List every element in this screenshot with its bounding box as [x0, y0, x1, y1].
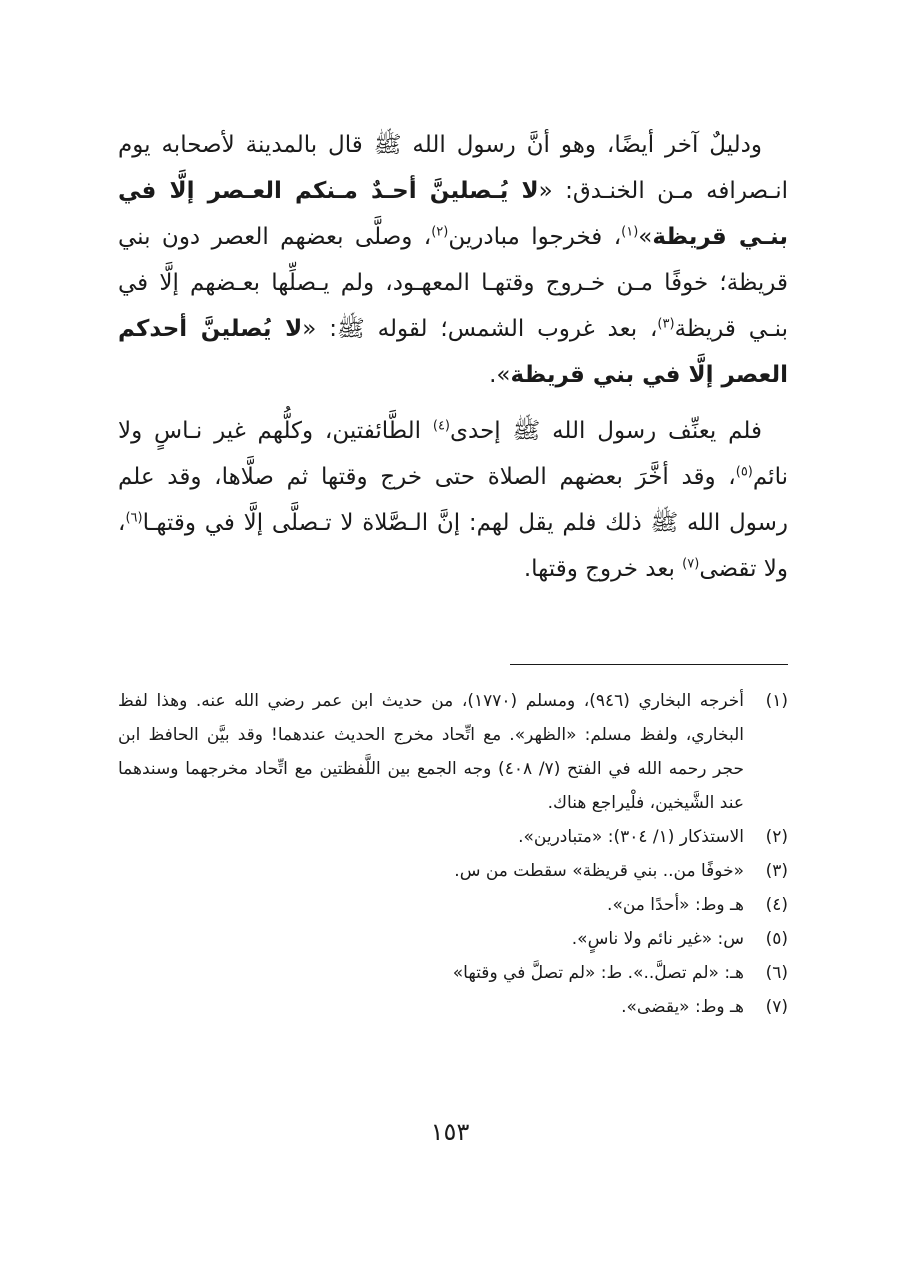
footnote-number: (٧) [765, 997, 788, 1017]
hadith-quote-1: لا يُـصلينَّ أحـدٌ مـنكم العـصر إلَّا في بنـي قريظة [118, 178, 788, 250]
footnote-item [118, 956, 788, 990]
footnote-item [118, 854, 788, 888]
p2-text-a: فلم يعنِّف رسول الله ﷺ إحدى [450, 418, 762, 444]
footnote-ref-7[interactable]: (٧) [682, 556, 700, 572]
p2-text-b: الطَّائفتين، وكلُّهم غير نـاسٍ ولا نائم [118, 418, 788, 490]
p1-text-a: ودليلٌ آخر أيضًا، وهو أنَّ رسول الله ﷺ قال بالمدينة لأصحابه يوم انـصرافه مـن الخنـدق: « [118, 132, 788, 204]
p2-text-d: ، ولا تقضى [118, 510, 788, 582]
paragraph-1 [118, 122, 788, 398]
footnote-separator [510, 664, 788, 665]
footnote-number: (٦) [765, 963, 788, 983]
footnote-item [118, 990, 788, 1024]
footnote-number: (٢) [765, 827, 788, 847]
p2-text-e: بعد خروج وقتها. [523, 556, 683, 582]
footnote-item [118, 820, 788, 854]
footnote-number: (٥) [765, 929, 788, 949]
footnote-number: (٤) [765, 895, 788, 915]
main-text [118, 122, 788, 592]
footnote-text: هـ: «لم تصلَّ..». ط: «لم تصلَّ في وقتها» [452, 963, 744, 983]
footnote-item [118, 888, 788, 922]
hadith-quote-2: لا يُصلينَّ أحدكم العصر إلَّا في بني قريظة [118, 316, 788, 388]
footnote-ref-1[interactable]: (١) [621, 224, 639, 240]
footnote-item [118, 684, 788, 820]
paragraph-2 [118, 408, 788, 592]
footnote-text: س: «غير نائم ولا ناسٍ». [571, 929, 744, 949]
footnote-text: الاستذكار (١/ ٣٠٤): «متبادرين». [518, 827, 744, 847]
footnote-number: (١) [765, 691, 788, 711]
footnote-text: هـ وط: «يقضى». [621, 997, 744, 1017]
page-number: ١٥٣ [430, 1118, 470, 1146]
footnote-ref-2[interactable]: (٢) [431, 224, 449, 240]
p1-text-d: ، وصلَّى بعضهم العصر دون بني قريظة؛ خوفًا مـن خـروج وقتهـا المعهـود، ولم يـصلِّها بعـضهم إلَّا في بنـي قريظة [118, 224, 788, 342]
footnote-text: أخرجه البخاري (٩٤٦)، ومسلم (١٧٧٠)، من حديث ابن عمر رضي الله عنه. وهذا لفظ البخاري، ولفظ مسلم: «الظهر». مع اتِّحاد مخرج الحديث عندهما! وقد بيَّن الحافظ ابن حجر رحمه الله في الفتح (٧/ ٤٠٨) وجه الجمع بين اللَّفظتين مع اتِّحاد مخرجهما وسندهما عند الشَّيخين، فلْيراجع هناك. [118, 691, 744, 813]
p1-text-f: ». [489, 362, 511, 388]
footnote-number: (٣) [765, 861, 788, 881]
footnote-ref-3[interactable]: (٣) [657, 316, 675, 332]
p2-text-c: ، وقد أخَّرَ بعضهم الصلاة حتى خرج وقتها ثم صلَّاها، وقد علم رسول الله ﷺ ذلك فلم يقل لهم: إنَّ الـصَّلاة لا تـصلَّى إلَّا في وقتهـا [118, 464, 788, 536]
footnotes [118, 684, 788, 1024]
footnote-text: «خوفًا من.. بني قريظة» سقطت من س. [454, 861, 744, 881]
p1-text-e: ، بعد غروب الشمس؛ لقوله ﷺ: « [302, 316, 658, 342]
footnote-item [118, 922, 788, 956]
footnote-text: هـ وط: «أحدًا من». [607, 895, 744, 915]
p1-text-c: ، فخرجوا مبادرين [448, 224, 622, 250]
footnote-ref-6[interactable]: (٦) [125, 510, 143, 526]
footnote-ref-5[interactable]: (٥) [735, 464, 753, 480]
footnote-ref-4[interactable]: (٤) [432, 418, 450, 434]
p1-text-b: » [638, 224, 653, 250]
